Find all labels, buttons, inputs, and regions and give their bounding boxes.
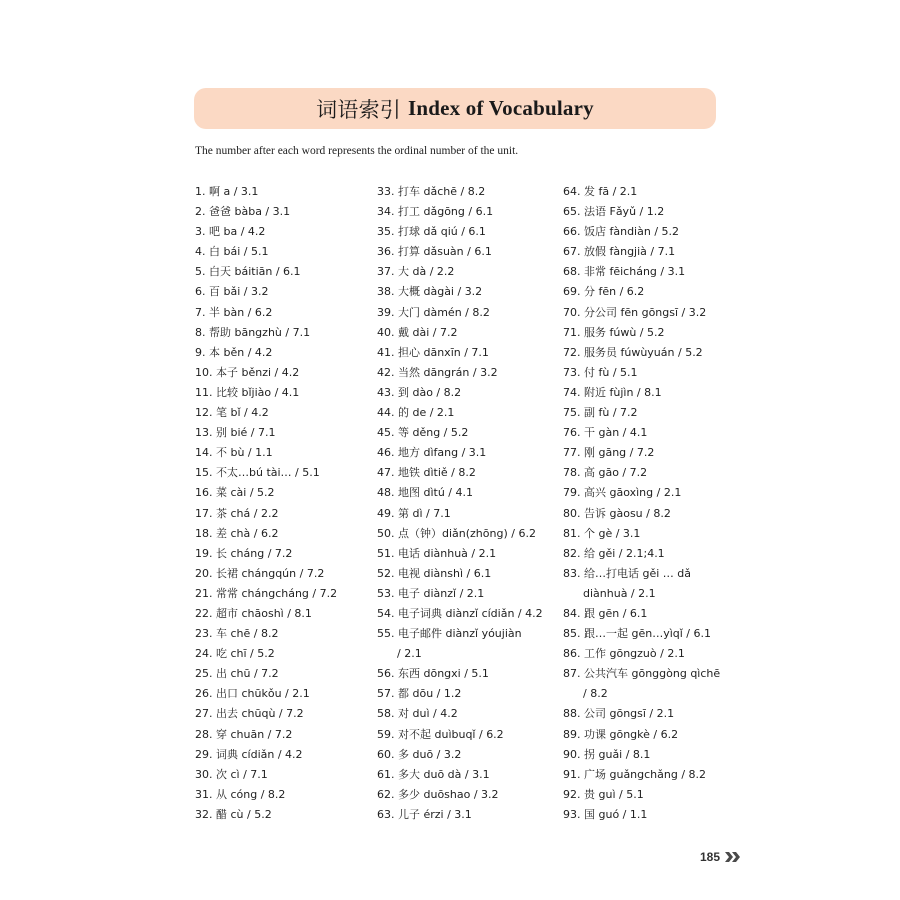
vocab-entry: 80. 告诉 gàosu / 8.2 (563, 506, 671, 520)
vocab-entry: 21. 常常 chángcháng / 7.2 (195, 586, 338, 600)
vocab-entry: 9. 本 běn / 4.2 (195, 345, 273, 359)
vocab-entry: 63. 儿子 érzi / 3.1 (377, 807, 472, 821)
vocab-entry: 43. 到 dào / 8.2 (377, 385, 462, 399)
vocab-entry: 2. 爸爸 bàba / 3.1 (195, 205, 291, 219)
vocab-entry: 32. 醋 cù / 5.2 (195, 807, 272, 821)
vocab-entry: 15. 不太…bú tài… / 5.1 (195, 466, 320, 480)
vocab-entry: 38. 大概 dàgài / 3.2 (377, 285, 483, 299)
vocab-entry: 35. 打球 dǎ qiú / 6.1 (377, 225, 486, 239)
double-chevron-right-icon (725, 852, 741, 862)
vocab-entry: 20. 长裙 chángqún / 7.2 (195, 566, 325, 580)
vocab-entry: diànhuà / 2.1 (583, 586, 656, 600)
vocab-column-1 (195, 182, 375, 825)
vocab-entry: 37. 大 dà / 2.2 (377, 265, 455, 279)
vocab-entry: / 2.1 (397, 647, 422, 661)
vocab-entry: 8. 帮助 bāngzhù / 7.1 (195, 325, 311, 339)
vocab-entry: 44. 的 de / 2.1 (377, 406, 455, 420)
vocab-entry: 81. 个 gè / 3.1 (563, 526, 641, 540)
vocab-column-3 (563, 182, 743, 825)
vocab-entry: 78. 高 gāo / 7.2 (563, 466, 648, 480)
vocab-entry: 18. 差 chà / 6.2 (195, 526, 279, 540)
vocab-entry: 70. 分公司 fēn gōngsī / 3.2 (563, 305, 707, 319)
vocab-entry: 4. 白 bái / 5.1 (195, 245, 269, 259)
vocab-entry: 74. 附近 fùjìn / 8.1 (563, 385, 662, 399)
vocab-entry: 6. 百 bǎi / 3.2 (195, 285, 269, 299)
vocab-entry: 65. 法语 Fǎyǔ / 1.2 (563, 205, 665, 219)
vocab-entry: 87. 公共汽车 gōnggòng qìchē (563, 667, 721, 681)
vocab-entry: / 8.2 (583, 687, 608, 701)
vocab-entry: 57. 都 dōu / 1.2 (377, 687, 462, 701)
vocab-entry: 76. 干 gàn / 4.1 (563, 426, 648, 440)
vocab-entry: 75. 副 fù / 7.2 (563, 406, 638, 420)
vocab-entry: 72. 服务员 fúwùyuán / 5.2 (563, 345, 703, 359)
vocab-entry: 56. 东西 dōngxi / 5.1 (377, 667, 489, 681)
vocab-entry: 64. 发 fā / 2.1 (563, 185, 638, 198)
vocab-entry: 62. 多少 duōshao / 3.2 (377, 787, 499, 801)
vocab-entry: 73. 付 fù / 5.1 (563, 365, 638, 379)
vocab-entry: 27. 出去 chūqù / 7.2 (195, 707, 304, 721)
vocab-entry: 5. 白天 báitiān / 6.1 (195, 265, 301, 279)
vocab-entry: 30. 次 cì / 7.1 (195, 767, 268, 781)
vocab-entry: 51. 电话 diànhuà / 2.1 (377, 546, 497, 560)
page-number: 185 (700, 850, 721, 864)
vocab-entry: 23. 车 chē / 8.2 (195, 627, 279, 641)
vocab-entry: 93. 国 guó / 1.1 (563, 807, 648, 821)
vocab-entry: 92. 贵 guì / 5.1 (563, 787, 644, 801)
vocab-entry: 14. 不 bù / 1.1 (195, 446, 273, 460)
vocab-entry: 84. 跟 gēn / 6.1 (563, 606, 648, 620)
vocab-entry: 39. 大门 dàmén / 8.2 (377, 305, 490, 319)
vocab-entry: 31. 从 cóng / 8.2 (195, 787, 286, 801)
vocab-entry: 42. 当然 dāngrán / 3.2 (377, 365, 498, 379)
vocab-entry: 50. 点（钟）diǎn(zhōng) / 6.2 (377, 526, 536, 540)
vocab-entry: 69. 分 fēn / 6.2 (563, 285, 645, 299)
vocab-entry: 54. 电子词典 diànzǐ cídiǎn / 4.2 (377, 606, 543, 620)
vocab-entry: 13. 别 bié / 7.1 (195, 426, 276, 440)
vocab-entry: 71. 服务 fúwù / 5.2 (563, 325, 665, 339)
vocab-entry: 7. 半 bàn / 6.2 (195, 305, 273, 319)
vocab-entry: 52. 电视 diànshì / 6.1 (377, 566, 492, 580)
vocab-entry: 3. 吧 ba / 4.2 (195, 225, 266, 239)
vocab-entry: 49. 第 dì / 7.1 (377, 506, 451, 520)
vocab-entry: 47. 地铁 dìtiě / 8.2 (377, 466, 476, 480)
vocab-entry: 11. 比较 bǐjiào / 4.1 (195, 385, 300, 399)
vocab-entry: 90. 拐 guǎi / 8.1 (563, 747, 651, 761)
vocab-entry: 68. 非常 fēicháng / 3.1 (563, 265, 686, 279)
vocab-entry: 58. 对 duì / 4.2 (377, 707, 458, 721)
vocab-entry: 16. 菜 cài / 5.2 (195, 486, 275, 500)
vocab-entry: 86. 工作 gōngzuò / 2.1 (563, 647, 685, 661)
vocab-entry: 34. 打工 dǎgōng / 6.1 (377, 205, 494, 219)
vocab-entry: 48. 地图 dìtú / 4.1 (377, 486, 474, 500)
vocab-entry: 53. 电子 diànzǐ / 2.1 (377, 586, 485, 600)
vocab-entry: 33. 打车 dǎchē / 8.2 (377, 185, 486, 198)
vocab-entry: 79. 高兴 gāoxìng / 2.1 (563, 486, 682, 500)
vocab-entry: 25. 出 chū / 7.2 (195, 667, 279, 681)
title-english: Index of Vocabulary (407, 96, 594, 120)
vocab-entry: 22. 超市 chāoshì / 8.1 (195, 606, 312, 620)
vocab-entry: 85. 跟…一起 gēn…yìqǐ / 6.1 (563, 627, 712, 641)
vocab-entry: 82. 给 gěi / 2.1;4.1 (563, 546, 665, 560)
vocab-entry: 41. 担心 dānxīn / 7.1 (377, 345, 489, 359)
vocab-entry: 91. 广场 guǎngchǎng / 8.2 (563, 767, 707, 781)
vocab-entry: 28. 穿 chuān / 7.2 (195, 727, 293, 741)
vocab-entry: 55. 电子邮件 diànzǐ yóujiàn (377, 627, 522, 641)
vocab-entry: 26. 出口 chūkǒu / 2.1 (195, 687, 310, 701)
vocab-entry: 10. 本子 běnzi / 4.2 (195, 365, 300, 379)
vocab-entry: 66. 饭店 fàndiàn / 5.2 (563, 225, 680, 239)
vocab-entry: 83. 给…打电话 gěi … dǎ (563, 566, 692, 580)
vocab-entry: 60. 多 duō / 3.2 (377, 747, 462, 761)
vocab-entry: 67. 放假 fàngjià / 7.1 (563, 245, 676, 259)
vocab-entry: 45. 等 děng / 5.2 (377, 426, 469, 440)
vocab-entry: 88. 公司 gōngsī / 2.1 (563, 707, 675, 721)
vocab-entry: 17. 茶 chá / 2.2 (195, 506, 279, 520)
vocab-entry: 46. 地方 dìfang / 3.1 (377, 446, 487, 460)
vocab-entry: 12. 笔 bǐ / 4.2 (195, 406, 269, 420)
vocab-entry: 40. 戴 dài / 7.2 (377, 325, 458, 339)
vocab-entry: 59. 对不起 duìbuqǐ / 6.2 (377, 727, 504, 741)
vocab-entry: 61. 多大 duō dà / 3.1 (377, 767, 490, 781)
vocab-entry: 24. 吃 chī / 5.2 (195, 647, 275, 661)
vocab-entry: 89. 功课 gōngkè / 6.2 (563, 727, 679, 741)
title-banner (194, 88, 716, 129)
page-footer (700, 850, 741, 864)
vocab-entry: 19. 长 cháng / 7.2 (195, 546, 293, 560)
vocab-entry: 1. 啊 a / 3.1 (195, 185, 259, 198)
vocab-entry: 77. 刚 gāng / 7.2 (563, 446, 655, 460)
vocab-entry: 36. 打算 dǎsuàn / 6.1 (377, 245, 492, 259)
vocab-column-2 (377, 182, 562, 825)
index-note: The number after each word represents the ordinal number of the unit. (195, 145, 519, 157)
title-chinese: 词语索引 (316, 97, 401, 122)
vocab-entry: 29. 词典 cídiǎn / 4.2 (195, 747, 303, 761)
